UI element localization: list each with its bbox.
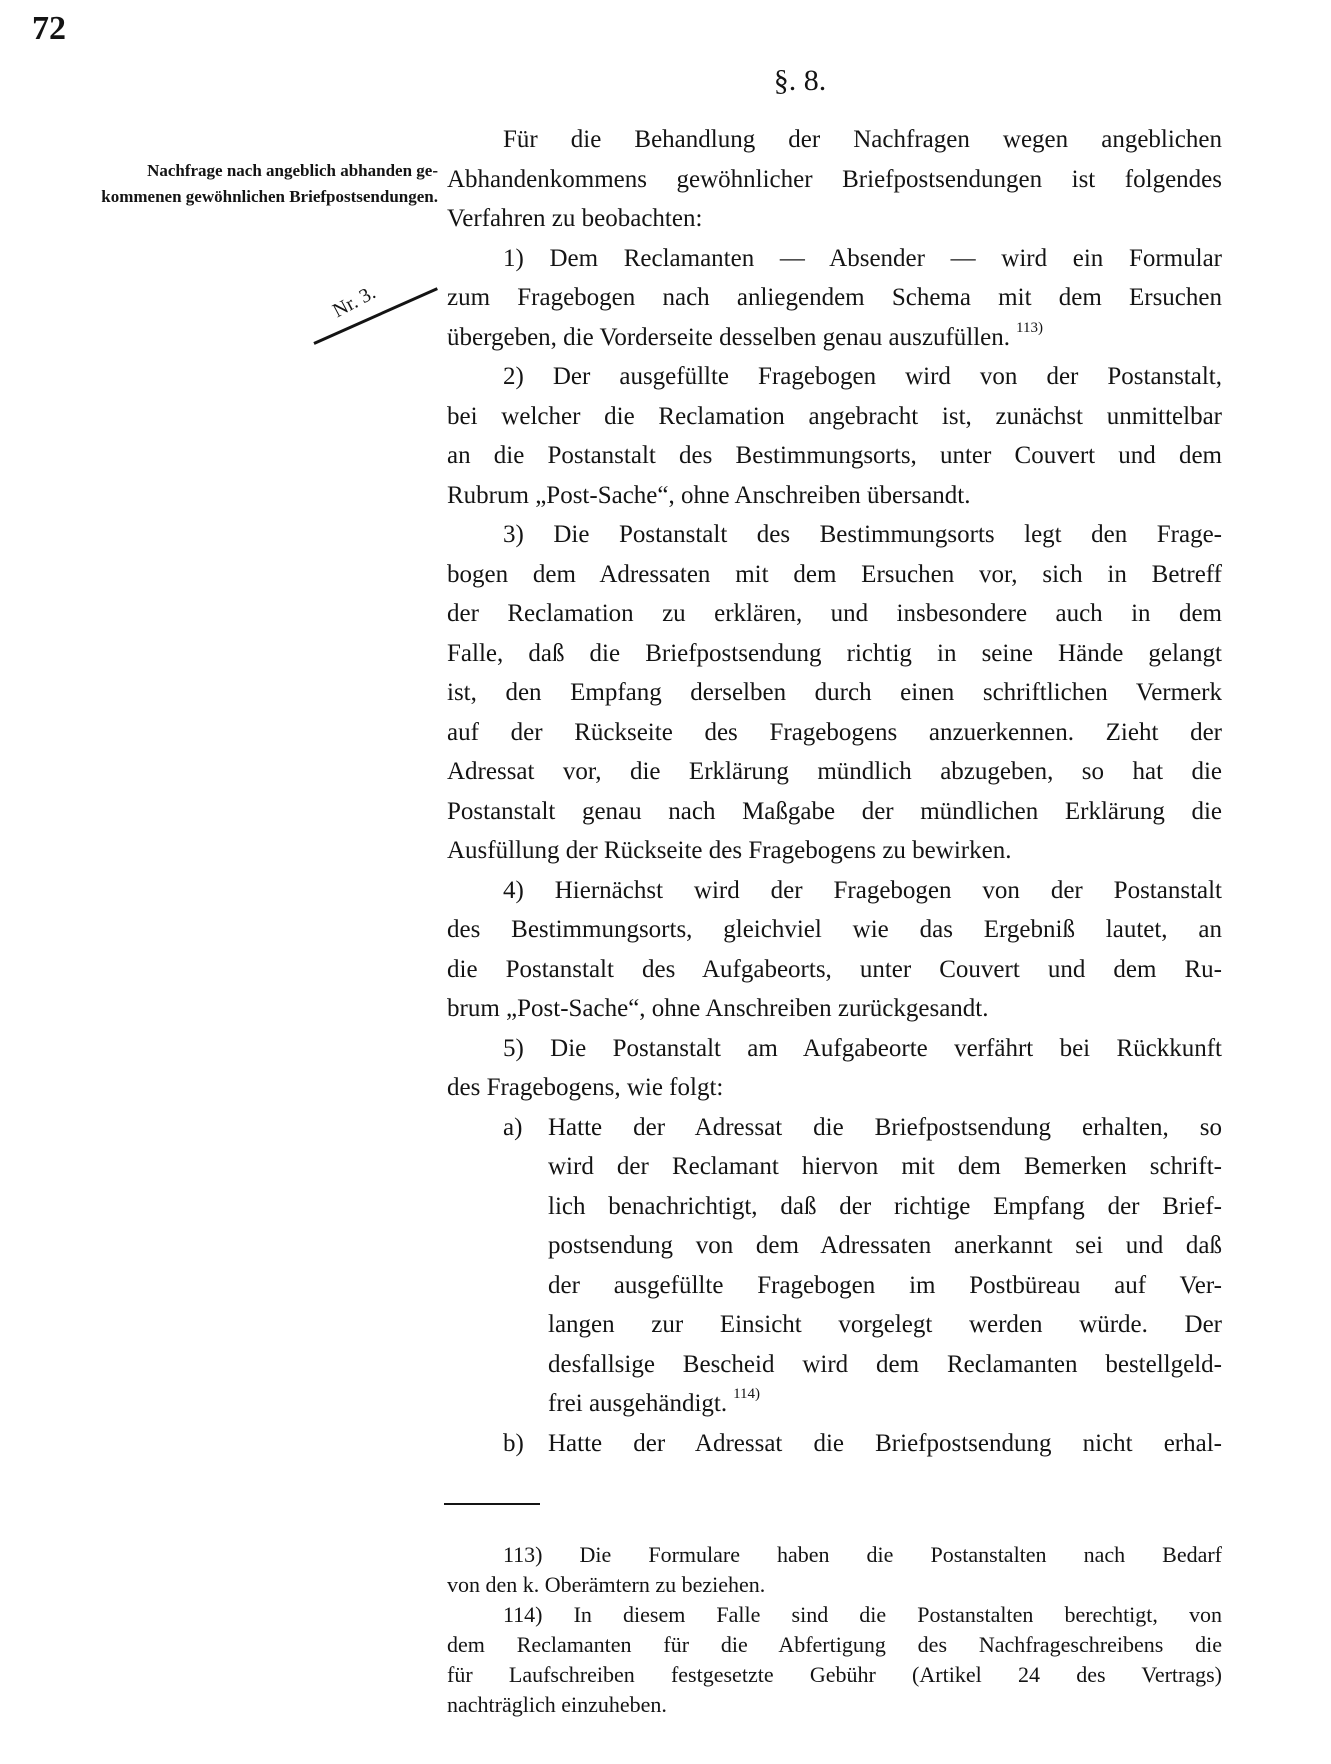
text-line [447, 278, 1222, 318]
text-line [447, 950, 1222, 990]
footnote-line: 113) Die Formulare haben die Postanstalten nach Bedarf [503, 1542, 1222, 1567]
text-line [447, 515, 1222, 555]
paragraph [447, 357, 1222, 515]
line-text: Ausfüllung der Rückseite des Fragebogens zu bewirken. [447, 837, 1012, 864]
text-line [548, 1187, 1222, 1227]
line-text: 3) Die Postanstalt des Bestimmungsorts legt den Frage- [503, 521, 1222, 548]
text-line [447, 594, 1222, 634]
text-line [548, 1384, 1222, 1424]
section-heading: §. 8. [773, 64, 827, 97]
text-line [548, 1266, 1222, 1306]
text-line [447, 436, 1222, 476]
line-text: Postanstalt genau nach Maßgabe der mündlichen Erklärung die [447, 797, 1222, 825]
paragraph [447, 871, 1222, 1029]
footnote-reference: 114) [733, 1386, 761, 1402]
line-text: langen zur Einsicht vorgelegt werden würde. Der [548, 1311, 1222, 1338]
text-line [548, 1424, 1222, 1464]
footnote-line: nachträglich einzuheben. [447, 1692, 667, 1717]
line-text: Rubrum „Post-Sache“, ohne Anschreiben übersandt. [447, 481, 971, 509]
line-text: der Reclamation zu erklären, und insbesondere auch in dem [447, 600, 1222, 627]
line-text: ist, den Empfang derselben durch einen schriftlichen Vermerk [447, 679, 1222, 706]
text-line [447, 910, 1222, 950]
text-line [447, 871, 1222, 911]
text-line [447, 160, 1222, 200]
text-line [548, 1108, 1222, 1148]
main-text [447, 120, 1222, 1463]
line-text: des Fragebogens, wie folgt: [447, 1074, 724, 1101]
line-text: Falle, daß die Briefpostsendung richtig in seine Hände gelangt [447, 639, 1222, 667]
line-text: brum „Post-Sache“, ohne Anschreiben zurückgesandt. [447, 995, 989, 1022]
line-text: bogen dem Adressaten mit dem Ersuchen vor, sich in Betreff [447, 560, 1222, 588]
margin-reference: Nr. 3. [329, 281, 380, 323]
line-text: wird der Reclamant hiervon mit dem Bemerken schrift- [548, 1153, 1222, 1180]
line-text: Adressat vor, die Erklärung mündlich abzugeben, so hat die [447, 758, 1222, 785]
footnote-line: von den k. Oberämtern zu beziehen. [447, 1572, 766, 1597]
margin-note-line: Nachfrage nach angeblich abhanden ge- [147, 161, 438, 180]
line-text: der ausgefüllte Fragebogen im Postbüreau auf Ver- [548, 1271, 1222, 1299]
line-text: Verfahren zu beobachten: [447, 205, 703, 232]
text-line [447, 752, 1222, 792]
text-line [447, 476, 1222, 516]
footnote [447, 1600, 1222, 1720]
page-number: 72 [32, 10, 66, 47]
text-line [447, 357, 1222, 397]
text-line [447, 1068, 1222, 1108]
footnotes [447, 1540, 1222, 1720]
text-line [447, 831, 1222, 871]
text-line [447, 1029, 1222, 1069]
footnote-rule [444, 1503, 540, 1505]
line-text: Abhandenkommens gewöhnlicher Briefpostsendungen ist folgendes [447, 165, 1222, 193]
line-text: an die Postanstalt des Bestimmungsorts, unter Couvert und dem [447, 442, 1222, 469]
item-label: a) [503, 1113, 523, 1141]
text-line [447, 199, 1222, 239]
text-line [447, 792, 1222, 832]
list-item [447, 1108, 1222, 1424]
text-line [447, 555, 1222, 595]
text-line [548, 1147, 1222, 1187]
line-text: die Postanstalt des Aufgabeorts, unter Couvert und dem Ru- [447, 955, 1222, 983]
line-text: auf der Rückseite des Fragebogens anzuerkennen. Zieht der [447, 718, 1222, 746]
paragraph [447, 239, 1222, 358]
line-text: des Bestimmungsorts, gleichviel wie das Ergebniß lautet, an [447, 916, 1222, 943]
line-text: lich benachrichtigt, daß der richtige Empfang der Brief- [548, 1192, 1222, 1220]
text-line [447, 318, 1222, 358]
text-line [548, 1305, 1222, 1345]
paragraph [447, 120, 1222, 239]
line-text: frei ausgehändigt. [548, 1390, 728, 1417]
footnote-reference: 113) [1016, 319, 1043, 336]
text-line [447, 989, 1222, 1029]
paragraph [447, 515, 1222, 871]
footnote-line: dem Reclamanten für die Abfertigung des Nachfrageschreibens die [447, 1632, 1222, 1657]
footnote-line: 114) In diesem Falle sind die Postanstalten berechtigt, von [503, 1602, 1222, 1627]
line-text: desfallsige Bescheid wird dem Reclamanten bestellgeld- [548, 1350, 1222, 1378]
margin-note-line: kommenen gewöhnlichen Briefpostsendungen. [101, 187, 438, 206]
text-line [447, 634, 1222, 674]
line-text: 2) Der ausgefüllte Fragebogen wird von der Postanstalt, [503, 363, 1222, 390]
line-text: postsendung von dem Adressaten anerkannt sei und daß [548, 1232, 1222, 1259]
margin-note [18, 158, 438, 210]
line-text: zum Fragebogen nach anliegendem Schema mit dem Ersuchen [447, 284, 1222, 311]
item-label: b) [503, 1429, 524, 1457]
text-line [447, 713, 1222, 753]
line-text: 1) Dem Reclamanten — Absender — wird ein Formular [503, 244, 1222, 272]
line-text: Hatte der Adressat die Briefpostsendung nicht erhal- [548, 1429, 1222, 1457]
text-line [447, 397, 1222, 437]
line-text: 5) Die Postanstalt am Aufgabeorte verfährt bei Rückkunft [503, 1034, 1222, 1062]
text-line [447, 120, 1222, 160]
line-text: Für die Behandlung der Nachfragen wegen angeblichen [503, 126, 1222, 153]
paragraph [447, 1029, 1222, 1108]
text-line [548, 1345, 1222, 1385]
text-line [447, 673, 1222, 713]
text-line [548, 1226, 1222, 1266]
footnote-line: für Laufschreiben festgesetzte Gebühr (Artikel 24 des Vertrags) [447, 1662, 1222, 1687]
line-text: übergeben, die Vorderseite desselben genau auszufüllen. [447, 323, 1011, 351]
footnote [447, 1540, 1222, 1600]
text-line [447, 239, 1222, 279]
line-text: 4) Hiernächst wird der Fragebogen von der Postanstalt [503, 876, 1222, 904]
line-text: Hatte der Adressat die Briefpostsendung erhalten, so [548, 1113, 1222, 1141]
list-item [447, 1424, 1222, 1464]
line-text: bei welcher die Reclamation angebracht ist, zunächst unmittelbar [447, 402, 1222, 430]
